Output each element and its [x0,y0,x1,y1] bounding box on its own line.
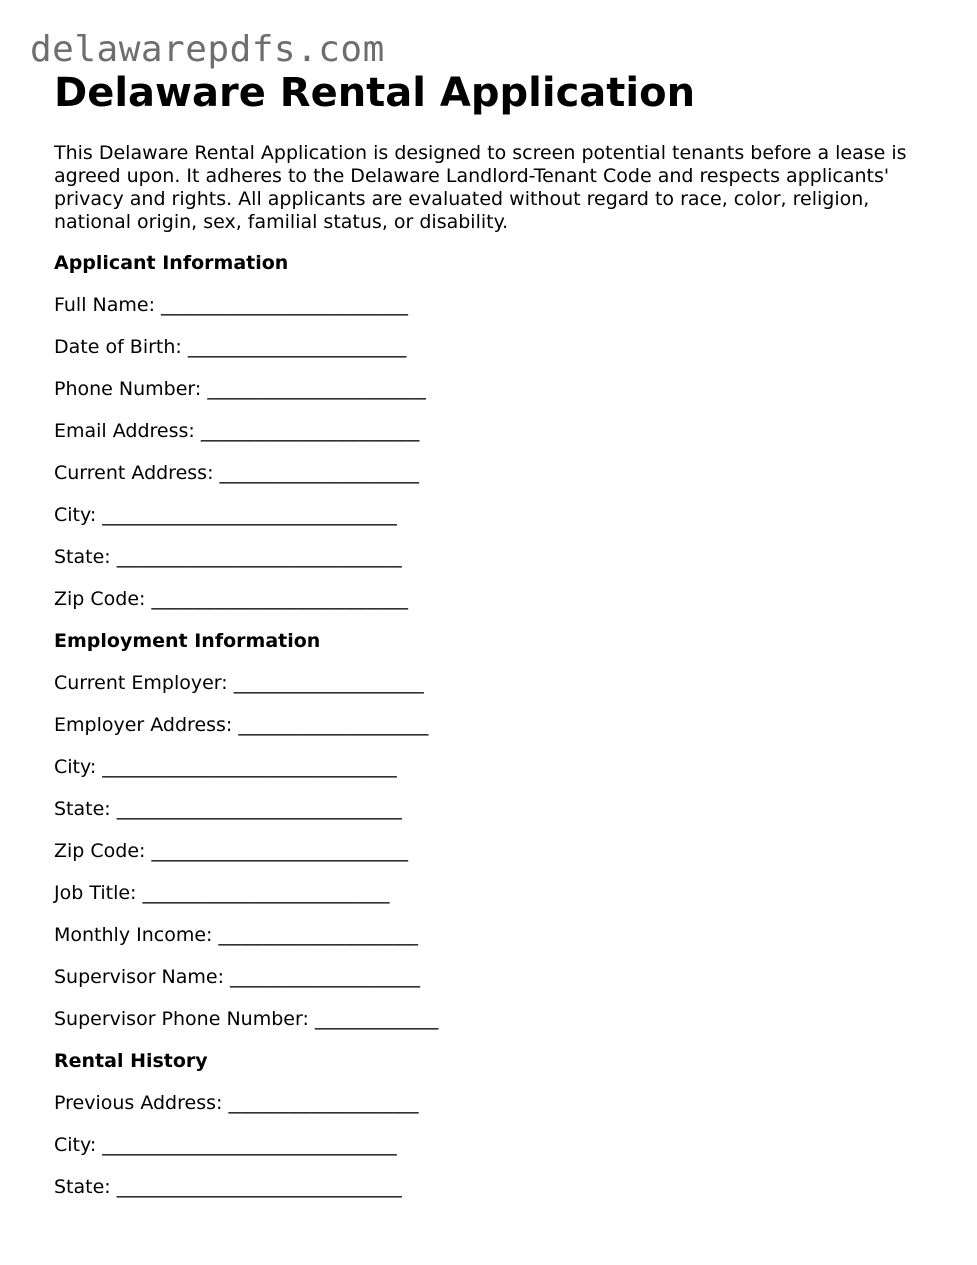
field-current-address[interactable]: Current Address: _____________________ [54,462,420,484]
intro-paragraph: This Delaware Rental Application is designed to screen potential tenants before a lease is agreed upon. It adheres to the Delaware Landlord-Tenant Code and respects applicants' privacy and rights. All applicants are evaluated without regard to race, color, religion, national origin, sex, familial status, or disability. [54,142,907,233]
field-phone-number[interactable]: Phone Number: _______________________ [54,378,426,400]
field-full-name[interactable]: Full Name: __________________________ [54,294,409,316]
field-employer-address[interactable]: Employer Address: ____________________ [54,714,429,736]
page-title: Delaware Rental Application [54,70,696,116]
field-supervisor-phone[interactable]: Supervisor Phone Number: _____________ [54,1008,439,1030]
field-zip-code[interactable]: Zip Code: ___________________________ [54,588,408,610]
field-date-of-birth[interactable]: Date of Birth: _______________________ [54,336,407,358]
section-heading-applicant: Applicant Information [54,252,289,274]
field-state[interactable]: State: ______________________________ [54,546,402,568]
field-employer-state[interactable]: State: ______________________________ [54,798,402,820]
field-supervisor-name[interactable]: Supervisor Name: ____________________ [54,966,421,988]
field-monthly-income[interactable]: Monthly Income: _____________________ [54,924,418,946]
field-previous-city[interactable]: City: _______________________________ [54,1134,397,1156]
field-current-employer[interactable]: Current Employer: ____________________ [54,672,424,694]
section-heading-rental-history: Rental History [54,1050,208,1072]
field-employer-zip-code[interactable]: Zip Code: ___________________________ [54,840,408,862]
field-email-address[interactable]: Email Address: _______________________ [54,420,420,442]
field-previous-state[interactable]: State: ______________________________ [54,1176,402,1198]
application-form [54,250,934,1216]
field-previous-address[interactable]: Previous Address: ____________________ [54,1092,419,1114]
field-city[interactable]: City: _______________________________ [54,504,397,526]
field-employer-city[interactable]: City: _______________________________ [54,756,397,778]
site-watermark: delawarepdfs.com [30,29,385,70]
field-job-title[interactable]: Job Title: __________________________ [54,882,390,904]
section-heading-employment: Employment Information [54,630,321,652]
